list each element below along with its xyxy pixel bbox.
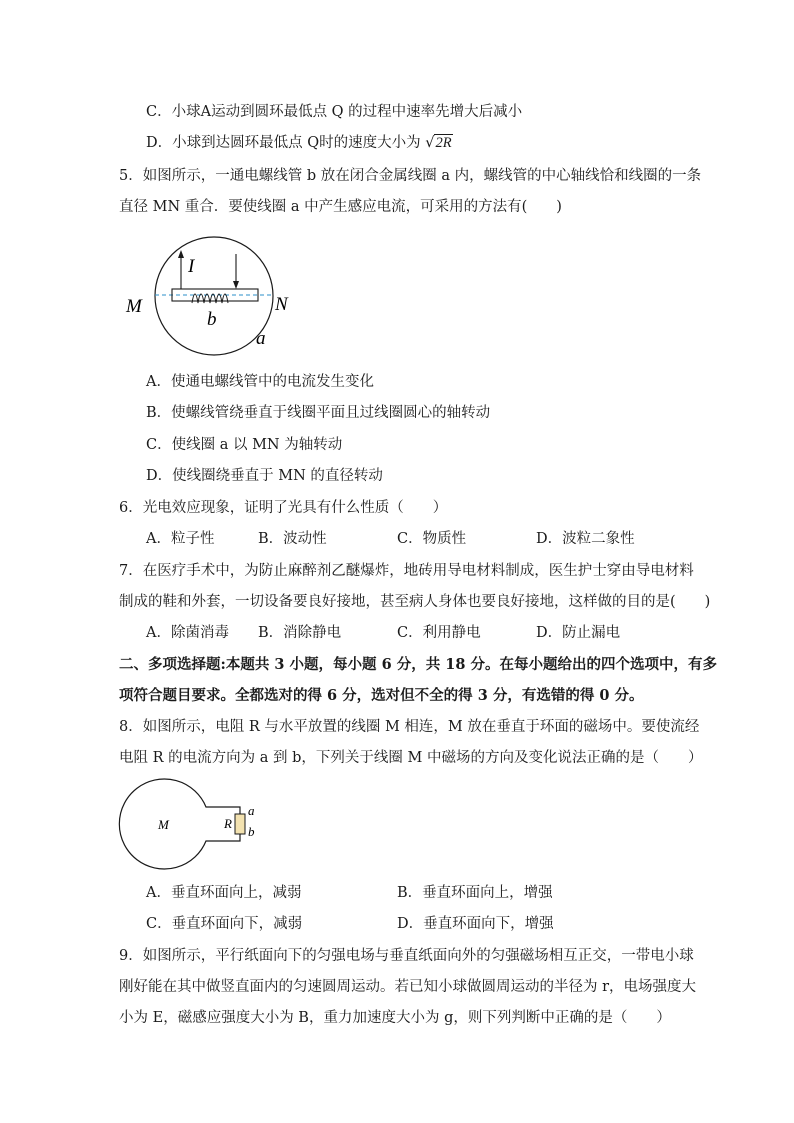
- q8-option-b: B．垂直环面向上，增强: [397, 885, 553, 901]
- q6-option-d: D．波粒二象性: [536, 531, 635, 547]
- q8-option-a: A．垂直环面向上，减弱: [146, 885, 302, 901]
- q4-option-d-text: D．小球到达圆环最低点 Q时的速度大小为: [146, 135, 426, 151]
- sqrt-radicand: 2R: [435, 135, 452, 151]
- q8-option-c: C．垂直环面向下，减弱: [146, 916, 303, 932]
- q5-stem-line1: 5．如图所示，一通电螺线管 b 放在闭合金属线圈 a 内，螺线管的中心轴线恰和线圈的一条: [119, 168, 702, 184]
- q7-option-c: C．利用静电: [397, 625, 481, 641]
- sqrt-sign: √: [425, 135, 435, 151]
- current-up-arrow-icon: [178, 250, 184, 258]
- q9-stem-line2: 刚好能在其中做竖直面内的匀速圆周运动。若已知小球做圆周运动的半径为 r，电场强度大: [119, 979, 697, 995]
- section2-heading-line2: 项符合题目要求。全都选对的得 6 分，选对但不全的得 3 分，有选错的得 0 分。: [119, 687, 644, 704]
- q6-option-a: A．粒子性: [146, 531, 215, 547]
- coil-m-loop: [119, 779, 240, 869]
- section2-heading-line1: 二、多项选择题:本题共 3 小题，每小题 6 分，共 18 分。在每小题给出的四个选项中，有多: [119, 656, 717, 673]
- label-M: M: [126, 296, 142, 317]
- q5-option-b: B．使螺线管绕垂直于线圈平面且过线圈圆心的轴转动: [146, 405, 491, 421]
- sqrt-2r: [425, 134, 452, 151]
- label-b: b: [248, 824, 255, 839]
- q4-option-d: [146, 133, 453, 153]
- q8-figure: [118, 777, 278, 877]
- label-b: b: [207, 309, 217, 330]
- q7-option-d: D．防止漏电: [536, 625, 621, 641]
- label-a: a: [248, 803, 255, 818]
- q6-option-c: C．物质性: [397, 531, 467, 547]
- q4-option-c: C．小球A运动到圆环最低点 Q 的过程中速率先增大后减小: [146, 104, 523, 120]
- q7-option-b: B．消除静电: [258, 625, 342, 641]
- q8-stem-line1: 8．如图所示，电阻 R 与水平放置的线圈 M 相连，M 放在垂直于环面的磁场中。要使流经: [119, 719, 700, 735]
- q7-stem-line2: 制成的鞋和外套，一切设备要良好接地，甚至病人身体也要良好接地，这样做的目的是( ): [119, 594, 711, 610]
- q8-stem-line2: 电阻 R 的电流方向为 a 到 b，下列关于线圈 M 中磁场的方向及变化说法正确的是（ ）: [119, 750, 703, 766]
- current-down-arrow-icon: [233, 281, 239, 289]
- q7-option-a: A．除菌消毒: [146, 625, 229, 641]
- q9-stem-line3: 小为 E，磁感应强度大小为 B，重力加速度大小为 g，则下列判断中正确的是（ ）: [119, 1010, 671, 1026]
- q8-option-d: D．垂直环面向下，增强: [397, 916, 554, 932]
- label-M: M: [158, 817, 169, 832]
- label-I: I: [188, 256, 195, 277]
- label-N: N: [275, 294, 288, 315]
- q6-stem: 6．光电效应现象，证明了光具有什么性质（ ）: [119, 500, 448, 516]
- q9-stem-line1: 9．如图所示，平行纸面向下的匀强电场与垂直纸面向外的匀强磁场相互正交，一带电小球: [119, 948, 694, 964]
- label-R: R: [224, 816, 232, 831]
- q5-option-d: D．使线圈绕垂直于 MN 的直径转动: [146, 468, 383, 484]
- q7-stem-line1: 7．在医疗手术中，为防止麻醉剂乙醚爆炸，地砖用导电材料制成，医生护士穿由导电材料: [119, 563, 694, 579]
- q6-option-b: B．波动性: [258, 531, 327, 547]
- resistor-r: [235, 814, 245, 834]
- q5-option-a: A．使通电螺线管中的电流发生变化: [146, 374, 374, 390]
- q5-figure: [118, 232, 318, 362]
- q5-option-c: C．使线圈 a 以 MN 为轴转动: [146, 437, 343, 453]
- label-a: a: [256, 328, 266, 349]
- q5-stem-line2: 直径 MN 重合．要使线圈 a 中产生感应电流，可采用的方法有( ): [119, 199, 562, 215]
